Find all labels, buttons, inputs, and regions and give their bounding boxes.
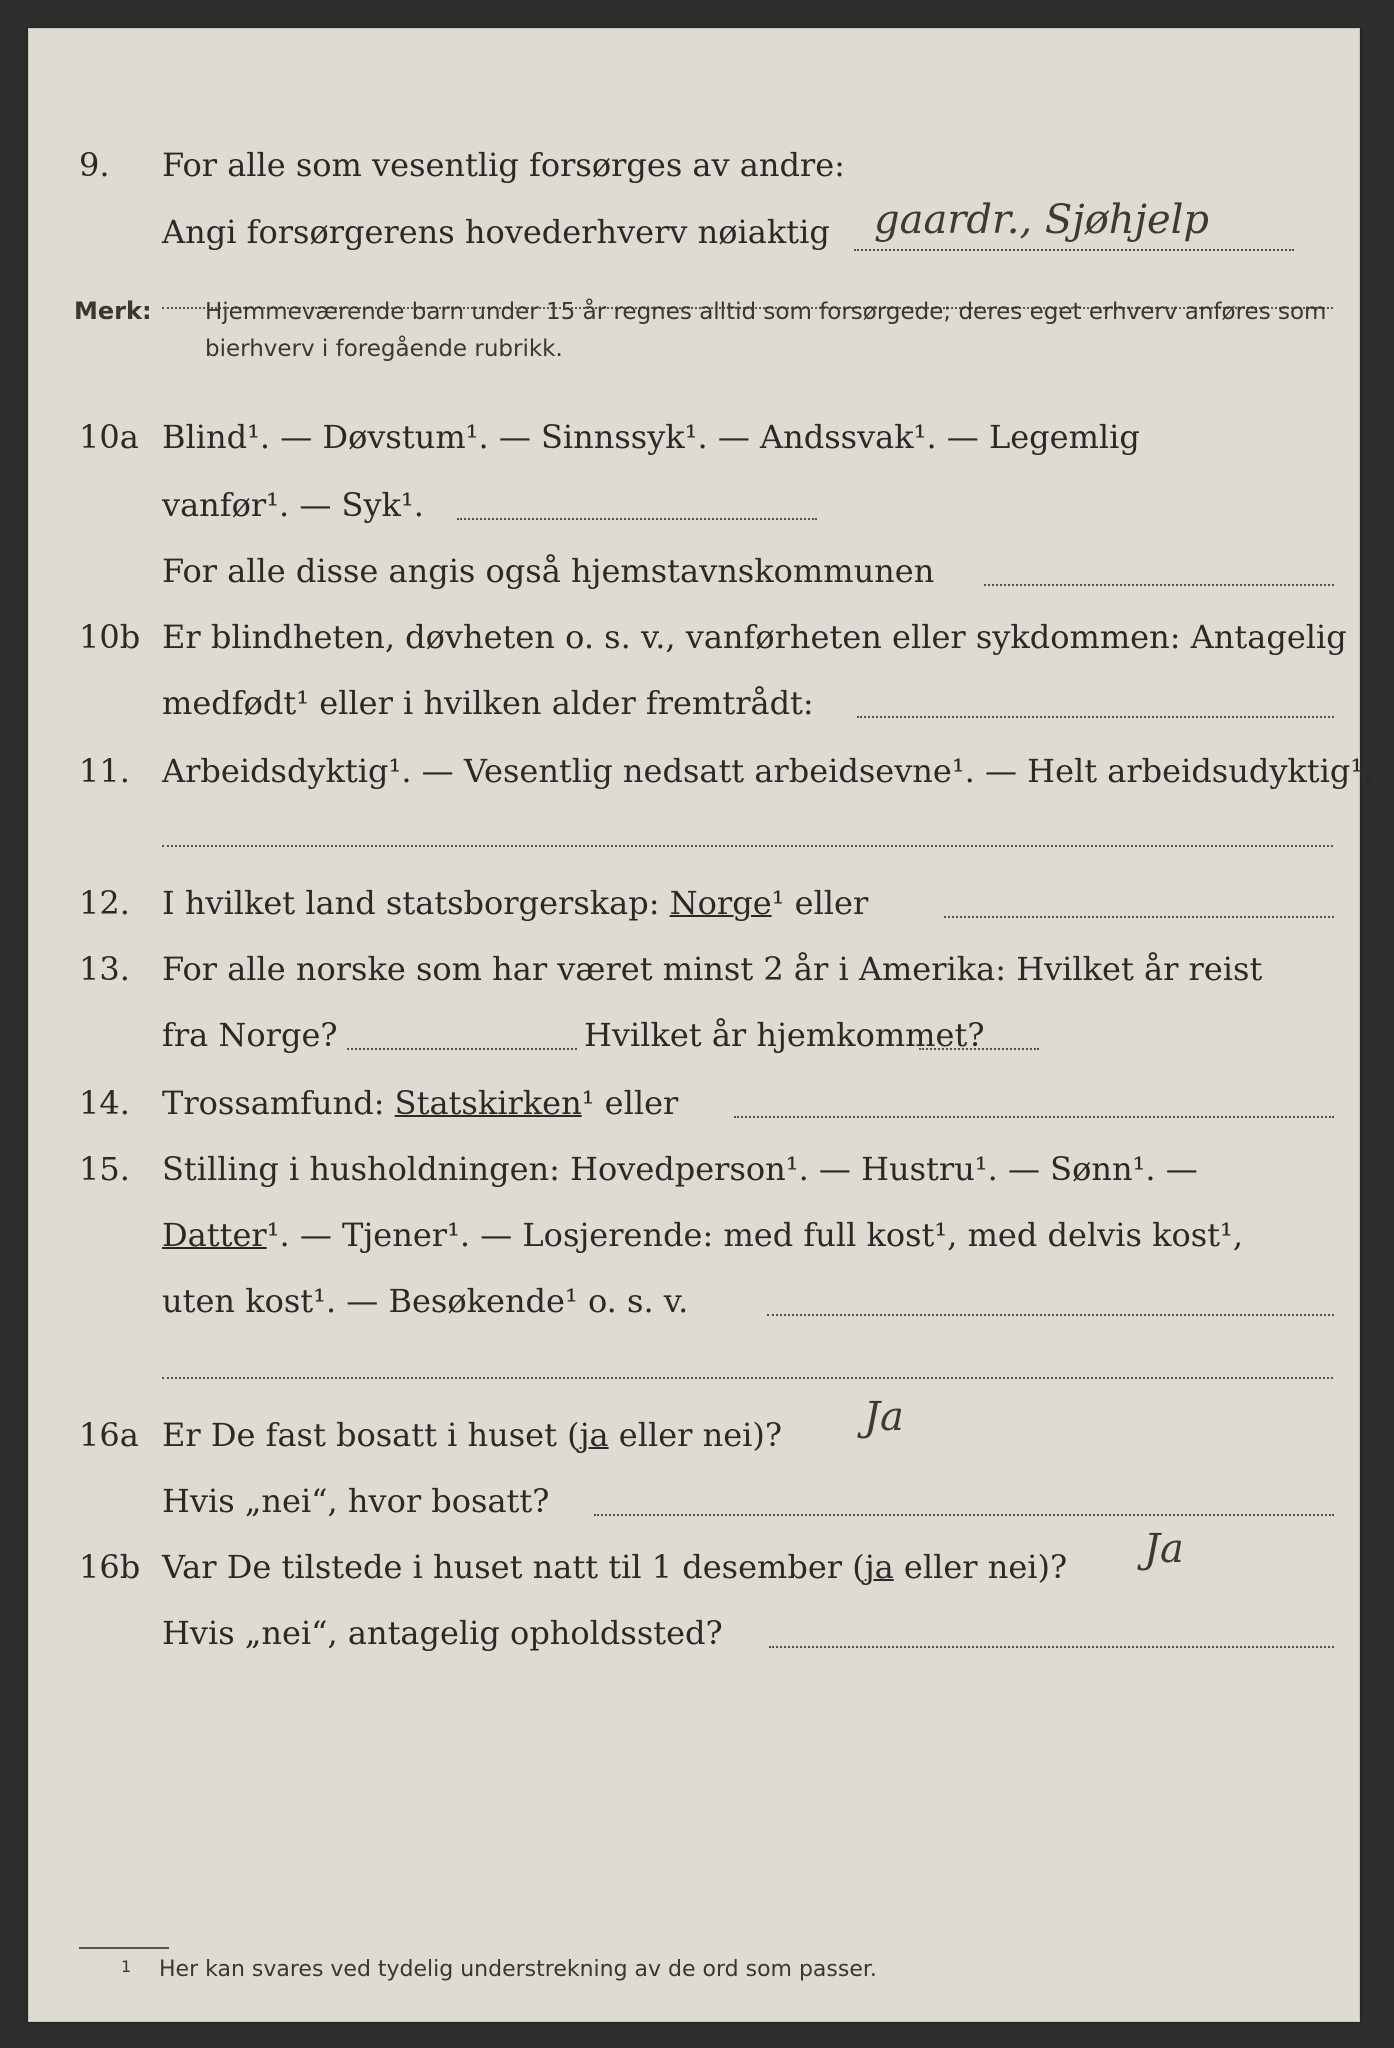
q14-option-statskirken[interactable]: Statskirken <box>394 1084 582 1122</box>
q11-number: 11. <box>79 752 130 790</box>
q16a-number: 16a <box>79 1416 139 1454</box>
separator <box>162 845 1333 847</box>
q15-text: Stilling i husholdningen: Hovedperson¹. — Hustru¹. — Sønn¹. — <box>162 1150 1198 1188</box>
note-label: Merk: <box>74 297 152 325</box>
form-page <box>28 28 1374 2022</box>
q15-line3 <box>29 1273 1359 1329</box>
q12-prompt: I hvilket land statsborgerskap: <box>162 884 670 922</box>
q15-line1 <box>29 1141 1359 1197</box>
q10a-answer-line[interactable] <box>457 518 817 520</box>
q15-option-datter[interactable]: Datter <box>162 1216 267 1254</box>
q10a-line2 <box>29 477 1359 533</box>
q11-line1 <box>29 743 1374 799</box>
q9-answer: gaardr., Sjøhjelp <box>874 197 1210 243</box>
q11-text: Arbeidsdyktig¹. — Vesentlig nedsatt arbeidsevne¹. — Helt arbeidsudyktig¹. <box>162 752 1374 790</box>
q13-right-prompt: Hvilket år hjemkommet? <box>584 1016 985 1054</box>
q10b-line2 <box>29 675 1359 731</box>
separator <box>162 1377 1333 1379</box>
q15-number: 15. <box>79 1150 130 1188</box>
q9-text: For alle som vesentlig forsørges av andre: <box>162 146 845 184</box>
q12-text <box>162 875 868 931</box>
q9-prompt: Angi forsørgerens hovederhverv nøiaktig <box>162 213 830 251</box>
q16b-suffix: eller nei)? <box>893 1548 1068 1586</box>
q15-line2 <box>29 1207 1359 1263</box>
q16a-option-ja[interactable]: ja <box>579 1416 609 1454</box>
q9-number: 9. <box>79 146 110 184</box>
q16b-text <box>162 1539 1067 1595</box>
q16b-prompt: Var De tilstede i huset natt til 1 desember ( <box>162 1548 865 1586</box>
q15-text3: uten kost¹. — Besøkende¹ o. s. v. <box>162 1282 689 1320</box>
q10b-answer-line[interactable] <box>857 716 1334 718</box>
q14-answer-line[interactable] <box>734 1116 1334 1118</box>
q10a-municipality-line[interactable] <box>984 584 1334 586</box>
q14-prompt: Trossamfund: <box>162 1084 395 1122</box>
q10b-number: 10b <box>79 618 141 656</box>
q15-answer-line[interactable] <box>767 1314 1334 1316</box>
footnote-text: Her kan svares ved tydelig understrekning av de ord som passer. <box>159 1957 877 1982</box>
q14-text <box>162 1075 678 1131</box>
q13-text: For alle norske som har været minst 2 år i Amerika: Hvilket år reist <box>162 950 1263 988</box>
q10a-text2: vanfør¹. — Syk¹. <box>162 486 424 524</box>
q15-text2 <box>162 1207 1243 1263</box>
q16a-suffix: eller nei)? <box>608 1416 783 1454</box>
q13-return-line[interactable] <box>919 1048 1039 1050</box>
q16a-prompt: Er De fast bosatt i huset ( <box>162 1416 580 1454</box>
q16a-text <box>162 1407 782 1463</box>
q12-line1 <box>29 875 1359 931</box>
footnote-mark: 1 <box>121 1957 132 1976</box>
q13-number: 13. <box>79 950 130 988</box>
q14-suffix: ¹ eller <box>581 1084 679 1122</box>
q10a-line1 <box>29 409 1359 465</box>
q16a-text2: Hvis „nei“, hvor bosatt? <box>162 1482 550 1520</box>
q13-line2 <box>29 1007 1359 1063</box>
q13-departure-line[interactable] <box>347 1048 577 1050</box>
q16b-answer-line[interactable] <box>769 1646 1334 1648</box>
q15-text2-rest: ¹. — Tjener¹. — Losjerende: med full kost¹, med delvis kost¹, <box>266 1216 1244 1254</box>
q16a-line2 <box>29 1473 1359 1529</box>
q10b-text2: medfødt¹ eller i hvilken alder fremtrådt: <box>162 684 814 722</box>
note-text: Hjemmeværende barn under 15 år regnes alltid som forsørgede; deres eget erhverv anføres som bierhverv i foregående rubrikk. <box>205 299 1327 362</box>
footnote-rule <box>79 1947 169 1949</box>
q10a-text3: For alle disse angis også hjemstavnskommunen <box>162 552 935 590</box>
q12-number: 12. <box>79 884 130 922</box>
q9-line1 <box>29 137 1359 193</box>
q16b-answer: Ja <box>1144 1526 1184 1572</box>
q13-left-prompt: fra Norge? <box>162 1016 338 1054</box>
q14-line1 <box>29 1075 1359 1131</box>
q16b-text2: Hvis „nei“, antagelig opholdssted? <box>162 1614 723 1652</box>
q10b-text: Er blindheten, døvheten o. s. v., vanførheten eller sykdommen: Antagelig <box>162 618 1347 656</box>
q14-number: 14. <box>79 1084 130 1122</box>
q12-suffix: ¹ eller <box>771 884 869 922</box>
q10a-text: Blind¹. — Døvstum¹. — Sinnssyk¹. — Andssvak¹. — Legemlig <box>162 418 1140 456</box>
q16b-number: 16b <box>79 1548 141 1586</box>
q16a-line1 <box>29 1407 1359 1463</box>
q9-answer-line[interactable] <box>854 249 1294 251</box>
q16a-answer: Ja <box>864 1394 904 1440</box>
q12-option-norge[interactable]: Norge <box>669 884 772 922</box>
q10a-line3 <box>29 543 1359 599</box>
q12-answer-line[interactable] <box>944 916 1334 918</box>
q13-line1 <box>29 941 1359 997</box>
q16b-line2 <box>29 1605 1359 1661</box>
q10b-line1 <box>29 609 1359 665</box>
q16b-option-ja[interactable]: ja <box>864 1548 894 1586</box>
q16a-answer-line[interactable] <box>594 1514 1334 1516</box>
q10a-number: 10a <box>79 418 139 456</box>
